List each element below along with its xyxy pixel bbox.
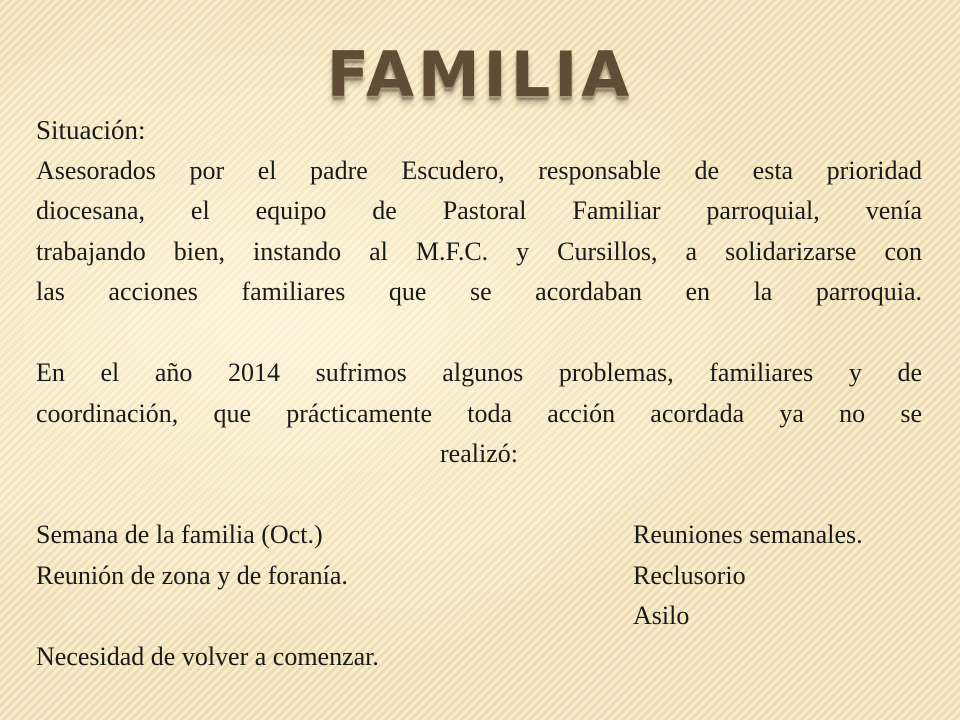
paragraph-line: coordinación, que prácticamente toda acción acordada ya no se xyxy=(36,398,922,428)
actions-row xyxy=(36,596,922,637)
paragraph-line: Asesorados por el padre Escudero, responsable de esta prioridad xyxy=(36,155,922,185)
paragraph-line: trabajando bien, instando al M.F.C. y Cursillos, a solidarizarse con xyxy=(36,236,922,266)
spacer xyxy=(36,313,922,354)
paragraph-situation xyxy=(36,151,922,313)
action-item-left: Semana de la familia (Oct.) xyxy=(36,520,323,549)
slide-body xyxy=(36,110,922,677)
paragraph-problems xyxy=(36,353,922,475)
actions-list xyxy=(36,515,922,637)
closing-statement: Necesidad de volver a comenzar. xyxy=(36,641,379,671)
action-item-left-empty xyxy=(36,596,633,637)
spacer xyxy=(36,475,922,516)
paragraph-line: las acciones familiares que se acordaban en la parroquia. xyxy=(36,277,922,306)
slide-title: FAMILIA xyxy=(326,38,634,111)
action-item-right: Reuniones semanales. xyxy=(633,520,863,549)
action-item-right: Asilo xyxy=(633,601,690,630)
paragraph-line: En el año 2014 sufrimos algunos problemas, familiares y de xyxy=(36,358,922,387)
section-heading: Situación: xyxy=(36,115,146,145)
actions-row xyxy=(36,556,922,597)
action-item-right: Reclusorio xyxy=(633,560,746,590)
paragraph-line: diocesana, el equipo de Pastoral Familiar parroquial, venía xyxy=(36,196,922,225)
actions-row xyxy=(36,515,922,556)
action-item-left: Reunión de zona y de foranía. xyxy=(36,560,348,590)
paragraph-line-last: realizó: xyxy=(440,439,518,468)
